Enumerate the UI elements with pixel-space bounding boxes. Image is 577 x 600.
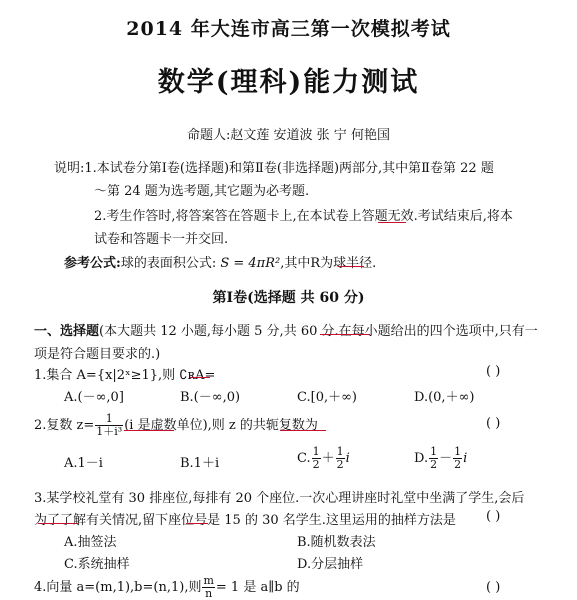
part1-label: 一、选择题 <box>34 324 100 339</box>
q2-answer-paren: ( ) <box>486 416 501 431</box>
red-pen-mark <box>190 377 210 378</box>
q1-option-c: C.[0,＋∞) <box>297 390 357 405</box>
red-pen-mark <box>378 222 406 223</box>
red-pen-mark <box>38 523 78 524</box>
instructions-line-2: ～第 24 题为选考题,其它题为必考题. <box>94 184 310 199</box>
q1-option-b: B.(－∞,0) <box>180 390 241 405</box>
formula-label: 参考公式: <box>64 256 121 271</box>
q3-option-b: B.随机数表法 <box>297 535 376 550</box>
frac-den: 2 <box>312 458 320 471</box>
reference-formula <box>64 252 376 271</box>
q2-option-c-letter: C. <box>297 451 311 466</box>
q2-option-d-fraction-2 <box>453 446 462 471</box>
q2-fraction-denominator: 1＋i³ <box>96 425 123 438</box>
q4-fraction <box>202 575 214 600</box>
q2-option-c-fraction-1 <box>312 446 321 471</box>
frac-num: 1 <box>336 445 344 458</box>
q3-line-2: 为了了解有关情况,留下座位号是 15 的 30 名学生.这里运用的抽样方法是 <box>34 513 456 528</box>
minus-sign: － <box>439 451 453 466</box>
frac-den: 2 <box>454 458 462 471</box>
q2-option-c <box>297 446 350 471</box>
q3-option-c: C.系统抽样 <box>64 557 130 572</box>
frac-num: 1 <box>430 445 438 458</box>
q4-stem <box>34 575 300 600</box>
q3-line-1: 3.某学校礼堂有 30 排座位,每排有 20 个座位.一次心理讲座时礼堂中坐满了学生,会后 <box>34 491 525 506</box>
q2-stem <box>34 413 318 438</box>
authors-line: 命题人:赵文莲 安道波 张 宁 何艳国 <box>187 128 390 143</box>
q2-option-b: B.1＋i <box>180 456 220 471</box>
q1-answer-paren: ( ) <box>486 364 501 379</box>
q3-option-a: A.抽签法 <box>64 535 117 550</box>
plus-sign: ＋ <box>321 451 335 466</box>
q2-stem-start: 2.复数 z= <box>34 418 95 433</box>
instructions-line-1: 说明:1.本试卷分第Ⅰ卷(选择题)和第Ⅱ卷(非选择题)两部分,其中第Ⅱ卷第 22 题 <box>54 161 494 176</box>
paper-title: 数学(理科)能力测试 <box>157 67 420 98</box>
instructions-line-3: 2.考生作答时,将答案答在答题卡上,在本试卷上答题无效.考试结束后,将本 <box>94 209 513 224</box>
frac-den: 2 <box>336 458 344 471</box>
q1-option-d: D.(0,＋∞) <box>414 390 475 405</box>
part1-text: (本大题共 12 小题,每小题 5 分,共 60 分.在每小题给出的四个选项中,只有一 <box>99 324 538 339</box>
red-pen-mark <box>320 334 370 335</box>
q4-fraction-denominator: n <box>205 587 213 600</box>
frac-num: 1 <box>312 445 320 458</box>
formula-text-after: ,其中R为球半径. <box>280 256 377 271</box>
imaginary-unit: i <box>345 451 350 466</box>
q2-option-c-fraction-2 <box>336 446 345 471</box>
red-pen-mark <box>338 266 364 267</box>
part1-line-2: 项是符合题目要求的.) <box>34 347 161 362</box>
q4-stem-start: 4.向量 a=(m,1),b=(n,1),则 <box>34 580 202 595</box>
q2-option-d-letter: D. <box>414 451 429 466</box>
q2-option-a: A.1－i <box>64 456 103 471</box>
red-pen-mark <box>186 523 208 524</box>
q1-stem: 1.集合 A={x|2ˣ≥1},则 ∁ʀA= <box>34 368 216 383</box>
exam-title: 2014 年大连市高三第一次模拟考试 <box>126 18 451 40</box>
q2-option-d-fraction-1 <box>429 446 438 471</box>
red-pen-mark <box>280 430 326 431</box>
frac-num: 1 <box>454 445 462 458</box>
frac-den: 2 <box>430 458 438 471</box>
q3-answer-paren: ( ) <box>486 509 501 524</box>
q2-stem-end: (i 是虚数单位),则 z 的共轭复数为 <box>124 418 318 433</box>
q4-stem-end: = 1 是 a∥b 的 <box>215 580 300 595</box>
q2-option-d <box>414 446 467 471</box>
imaginary-unit: i <box>463 451 468 466</box>
sphere-area-formula: S = 4πR² <box>220 256 281 271</box>
q2-fraction-numerator: 1 <box>95 413 123 426</box>
q2-fraction <box>95 413 123 438</box>
q3-option-d: D.分层抽样 <box>297 557 364 572</box>
section-title: 第Ⅰ卷(选择题 共 60 分) <box>212 290 365 306</box>
red-pen-mark <box>124 430 174 431</box>
formula-text-before: 球的表面积公式: <box>120 256 217 271</box>
part1-line-1 <box>34 320 538 339</box>
instructions-line-4: 试卷和答题卡一并交回. <box>94 232 229 247</box>
q4-answer-paren: ( ) <box>486 580 501 595</box>
q4-fraction-numerator: m <box>203 574 214 587</box>
q1-option-a: A.(－∞,0] <box>64 390 124 405</box>
